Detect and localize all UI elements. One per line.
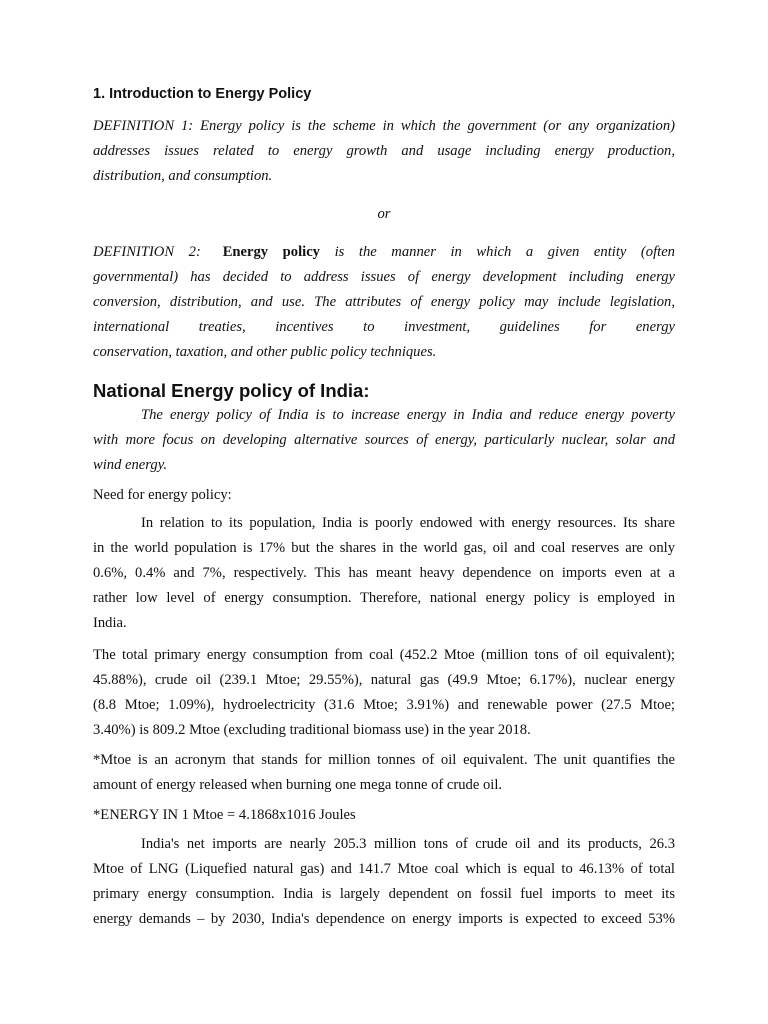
- definition-2-term: Energy policy: [222, 244, 320, 260]
- intro-line: wind energy.: [93, 457, 168, 473]
- section-heading-introduction: 1. Introduction to Energy Policy: [93, 86, 312, 102]
- need-line: in the world population is 17% but the shares in the world gas, oil and coal reserves are only: [93, 540, 675, 556]
- india-policy-intro-paragraph: [93, 403, 675, 478]
- need-line: India.: [93, 615, 127, 631]
- imports-paragraph: [93, 832, 675, 932]
- definition-1-line: DEFINITION 1: Energy policy is the scheme in which the government (or any organization): [93, 118, 675, 134]
- or-separator: or: [377, 206, 391, 222]
- mtoe-note-paragraph: [93, 748, 675, 798]
- consumption-line: 3.40%) is 809.2 Mtoe (excluding traditional biomass use) in the year 2018.: [93, 722, 531, 738]
- consumption-line: (8.8 Mtoe; 1.09%), hydroelectricity (31.6 Mtoe; 3.91%) and renewable power (27.5 Mtoe;: [93, 697, 675, 713]
- imports-line: India's net imports are nearly 205.3 million tons of crude oil and its products, 26.3: [141, 836, 675, 852]
- definition-1-paragraph: [93, 114, 675, 189]
- need-line: 0.6%, 0.4% and 7%, respectively. This has meant heavy dependence on imports even at a: [93, 565, 675, 581]
- definition-2-line: international treaties, incentives to investment, guidelines for energy: [93, 319, 675, 335]
- energy-conversion-note: *ENERGY IN 1 Mtoe = 4.1868x1016 Joules: [93, 807, 356, 823]
- imports-line: Mtoe of LNG (Liquefied natural gas) and 141.7 Mtoe coal which is equal to 46.13% of total: [93, 861, 675, 877]
- need-line: rather low level of energy consumption. Therefore, national energy policy is employed in: [93, 590, 675, 606]
- definition-2-paragraph: [93, 240, 675, 365]
- need-line: In relation to its population, India is poorly endowed with energy resources. Its share: [141, 515, 675, 531]
- definition-2-line: conversion, distribution, and use. The attributes of energy policy may include legislation,: [93, 294, 675, 310]
- definition-2-line: governmental) has decided to address issues of energy development including energy: [93, 269, 675, 285]
- intro-line: The energy policy of India is to increase energy in India and reduce energy poverty: [141, 407, 675, 423]
- definition-1-line: distribution, and consumption.: [93, 168, 273, 184]
- definition-2-line: conservation, taxation, and other public policy techniques.: [93, 344, 437, 360]
- definition-2-first-line-rest: is the manner in which a given entity (often: [334, 244, 675, 260]
- intro-line: with more focus on developing alternative sources of energy, particularly nuclear, solar and: [93, 432, 675, 448]
- consumption-paragraph: [93, 643, 675, 743]
- mtoe-note-line: *Mtoe is an acronym that stands for million tonnes of oil equivalent. The unit quantifies the: [93, 752, 675, 768]
- imports-line: energy demands – by 2030, India's dependence on energy imports is expected to exceed 53%: [93, 911, 675, 927]
- definition-2-prefix: DEFINITION 2:: [93, 244, 201, 260]
- consumption-line: 45.88%), crude oil (239.1 Mtoe; 29.55%), natural gas (49.9 Mtoe; 6.17%), nuclear energy: [93, 672, 675, 688]
- definition-1-line: addresses issues related to energy growth and usage including energy production,: [93, 143, 675, 159]
- need-for-energy-policy-heading: Need for energy policy:: [93, 487, 232, 503]
- section-heading-national-energy-policy: National Energy policy of India:: [93, 380, 370, 401]
- definition-2-first-line: [93, 240, 675, 265]
- mtoe-note-line: amount of energy released when burning one mega tonne of crude oil.: [93, 777, 503, 793]
- consumption-line: The total primary energy consumption from coal (452.2 Mtoe (million tons of oil equivalent);: [93, 647, 675, 663]
- imports-line: primary energy consumption. India is largely dependent on fossil fuel imports to meet its: [93, 886, 675, 902]
- need-paragraph: [93, 511, 675, 636]
